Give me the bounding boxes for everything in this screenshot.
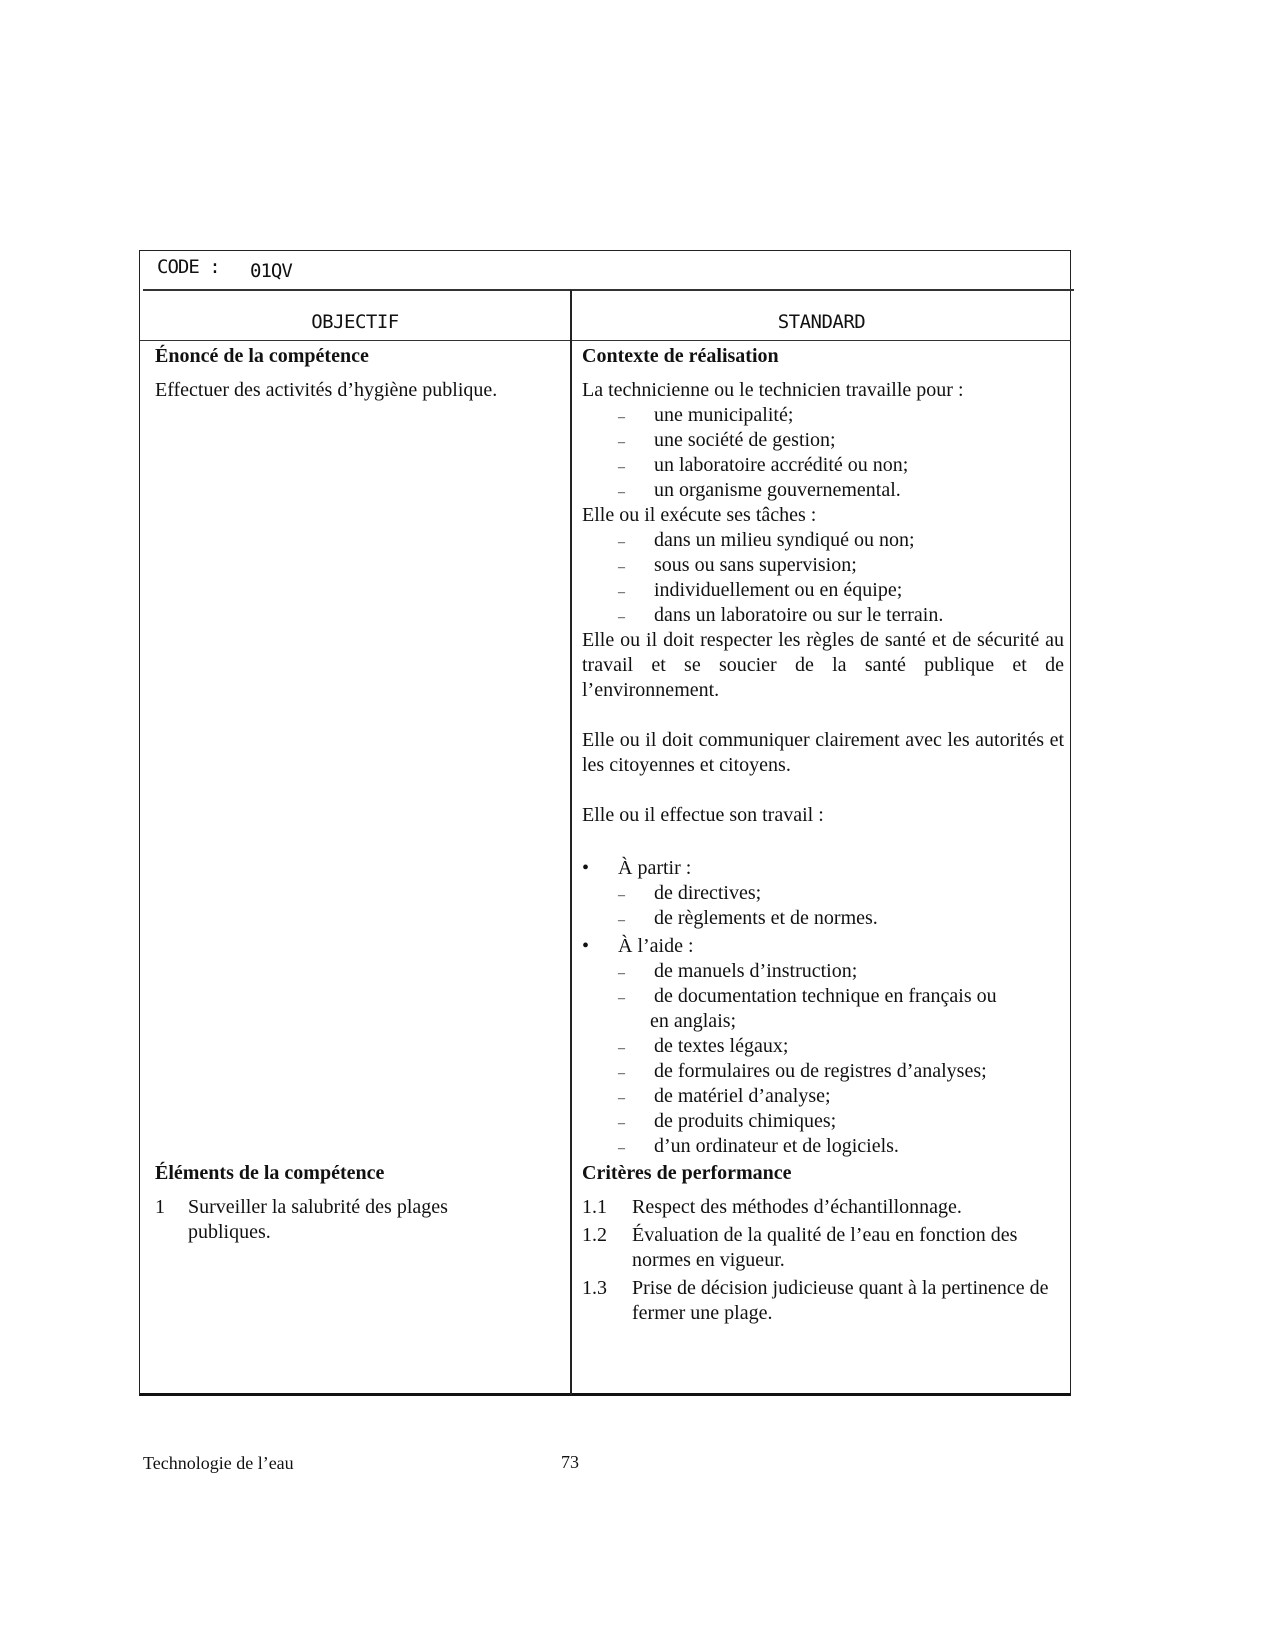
dash-list-item [582,906,1064,931]
divider [140,340,1071,341]
line-text: Elle ou il exécute ses tâches : [582,504,817,526]
footer-title: Technologie de l’eau [143,1453,294,1473]
paragraph [582,728,1064,778]
dash-icon: – [618,410,625,425]
column-header-standard: STANDARD [777,311,866,333]
dash-list-item [582,603,1064,628]
dash-list-item [582,959,1064,984]
dash-icon: – [618,966,625,981]
contexte-list [582,378,1064,1159]
dash-list-item [582,984,1064,1009]
text-line [582,378,1064,403]
dash-list-item [582,1109,1064,1134]
line-text: À partir : [618,857,692,879]
enonce-heading: Énoncé de la compétence [155,345,369,367]
code-label: CODE : [157,256,220,278]
contexte-heading: Contexte de réalisation [582,345,779,367]
text-line [582,503,1064,528]
dash-icon: – [618,560,625,575]
line-text: une municipalité; [654,404,794,426]
dash-icon: – [618,485,625,500]
dash-list-item [582,1084,1064,1109]
line-text: La technicienne ou le technicien travaille pour : [582,379,964,401]
column-divider [570,290,572,1395]
bullet-list-item [582,856,1064,881]
dash-list-item [582,578,1064,603]
line-text: de documentation technique en français ou [654,985,997,1007]
line-text: un laboratoire accrédité ou non; [654,454,909,476]
dash-list-item [582,453,1064,478]
critere-text: Prise de décision judicieuse quant à la pertinence de fermer une plage. [632,1277,1049,1324]
dash-list-item [582,1034,1064,1059]
dash-list-item [582,528,1064,553]
paragraph [582,628,1064,703]
enonce-text: Effectuer des activités d’hygiène publique. [155,379,498,401]
line-text: À l’aide : [618,935,694,957]
spacer [582,778,1064,803]
dash-list-item [582,553,1064,578]
line-text: en anglais; [650,1010,737,1032]
line-text: dans un laboratoire ou sur le terrain. [654,604,944,626]
line-text: Elle ou il doit communiquer clairement avec les autorités et les citoyennes et citoyens. [582,729,1064,776]
elements-heading: Éléments de la compétence [155,1162,385,1184]
spacer [582,703,1064,728]
line-text: de formulaires ou de registres d’analyses; [654,1060,987,1082]
bullet-icon: • [582,857,590,879]
dash-icon: – [618,1116,625,1131]
line-text: de règlements et de normes. [654,907,878,929]
page-number: 73 [561,1452,579,1472]
dash-icon: – [618,1066,625,1081]
dash-list-item [582,1059,1064,1084]
line-text: de directives; [654,882,762,904]
line-text: de matériel d’analyse; [654,1085,831,1107]
dash-icon: – [618,585,625,600]
dash-icon: – [618,610,625,625]
critere-item [582,1276,1064,1326]
critere-item [582,1195,1064,1220]
dash-icon: – [618,435,625,450]
critere-number: 1.2 [582,1224,607,1246]
dash-icon: – [618,1041,625,1056]
dash-icon: – [618,1141,625,1156]
line-text: Elle ou il doit respecter les règles de santé et de sécurité au travail et se soucier de la santé publique et de l’environnement. [582,629,1064,701]
critere-text: Respect des méthodes d’échantillonnage. [632,1196,962,1218]
criteres-heading: Critères de performance [582,1162,792,1184]
line-text: une société de gestion; [654,429,836,451]
critere-number: 1.1 [582,1196,607,1218]
element-number: 1 [155,1196,165,1218]
dash-list-item [582,428,1064,453]
bullet-icon: • [582,935,590,957]
divider [143,289,1074,291]
dash-list-item [582,1134,1064,1159]
line-text: individuellement ou en équipe; [654,579,903,601]
dash-icon: – [618,991,625,1006]
line-text: dans un milieu syndiqué ou non; [654,529,915,551]
dash-icon: – [618,1091,625,1106]
critere-number: 1.3 [582,1277,607,1299]
dash-icon: – [618,888,625,903]
line-text: de textes légaux; [654,1035,789,1057]
line-text: un organisme gouvernemental. [654,479,901,501]
dash-icon: – [618,460,625,475]
criteres-list [582,1195,1064,1329]
line-text: d’un ordinateur et de logiciels. [654,1135,899,1157]
dash-list-continuation [582,1009,1064,1034]
element-text: Surveiller la salubrité des plages publiques. [188,1196,448,1243]
line-text: de manuels d’instruction; [654,960,858,982]
critere-item [582,1223,1064,1273]
critere-text: Évaluation de la qualité de l’eau en fonction des normes en vigueur. [632,1224,1018,1271]
dash-list-item [582,478,1064,503]
code-value: 01QV [250,260,292,282]
line-text: de produits chimiques; [654,1110,837,1132]
line-text: Elle ou il effectue son travail : [582,804,824,826]
bullet-list-item [582,934,1064,959]
element-item [155,1195,495,1245]
spacer [582,828,1064,853]
line-text: sous ou sans supervision; [654,554,857,576]
dash-list-item [582,403,1064,428]
dash-icon: – [618,913,625,928]
dash-list-item [582,881,1064,906]
text-line [582,803,1064,828]
column-header-objectif: OBJECTIF [311,311,399,333]
dash-icon: – [618,535,625,550]
